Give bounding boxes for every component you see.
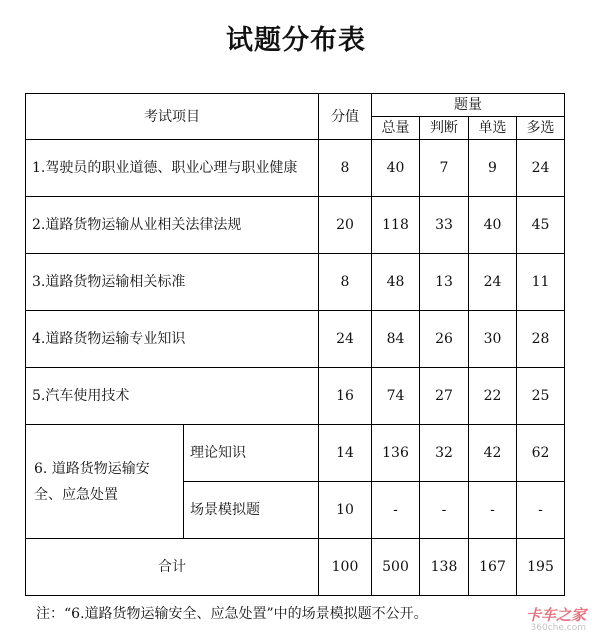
row-judge: 32 [420,425,469,482]
header-total: 总量 [372,117,420,140]
row-multi: 62 [517,425,565,482]
sub-subject: 场景模拟题 [184,482,319,539]
header-question-count: 题量 [372,94,565,117]
table-row [26,140,565,197]
header-subject: 考试项目 [26,94,319,140]
header-multi: 多选 [517,117,565,140]
row-multi: 11 [517,254,565,311]
footnote: 注：“6.道路货物运输安全、应急处置”中的场景模拟题不公开。 [36,606,428,622]
row-single: 9 [469,140,517,197]
row-multi: 24 [517,140,565,197]
row-single: 40 [469,197,517,254]
row-multi: 25 [517,368,565,425]
row-subject: 5.汽车使用技术 [26,368,319,425]
row-single: 22 [469,368,517,425]
row-judge: 26 [420,311,469,368]
row-subject: 1.驾驶员的职业道德、职业心理与职业健康 [26,140,319,197]
row-score: 10 [319,482,372,539]
table-row [26,368,565,425]
row-single: 24 [469,254,517,311]
row-subject: 4.道路货物运输专业知识 [26,311,319,368]
row-total: 40 [372,140,420,197]
row-single: 30 [469,311,517,368]
row-subject: 3.道路货物运输相关标准 [26,254,319,311]
sum-row [26,539,565,596]
row-judge: 13 [420,254,469,311]
row-total: 74 [372,368,420,425]
row-single: 42 [469,425,517,482]
sum-judge: 138 [420,539,469,596]
sum-label: 合计 [26,539,319,596]
row-judge: 27 [420,368,469,425]
row-score: 8 [319,254,372,311]
sub-subject: 理论知识 [184,425,319,482]
row-multi: - [517,482,565,539]
sum-total: 500 [372,539,420,596]
sum-score: 100 [319,539,372,596]
row-judge: - [420,482,469,539]
row-total: - [372,482,420,539]
row-judge: 7 [420,140,469,197]
watermark-url: 360che.com [530,623,586,633]
row-total: 136 [372,425,420,482]
header-single: 单选 [469,117,517,140]
table-row [26,425,565,482]
row-score: 24 [319,311,372,368]
watermark-logo [526,607,586,633]
sum-single: 167 [469,539,517,596]
row-total: 118 [372,197,420,254]
row-subject: 2.道路货物运输从业相关法律法规 [26,197,319,254]
row-score: 8 [319,140,372,197]
question-distribution-table [25,93,565,596]
row-score: 20 [319,197,372,254]
row-single: - [469,482,517,539]
header-score: 分值 [319,94,372,140]
page-title: 试题分布表 [226,25,366,56]
row-multi: 28 [517,311,565,368]
sum-multi: 195 [517,539,565,596]
header-judge: 判断 [420,117,469,140]
row-judge: 33 [420,197,469,254]
section6-subject: 6. 道路货物运输安全、应急处置 [26,425,184,539]
table-row [26,197,565,254]
row-score: 16 [319,368,372,425]
row-total: 48 [372,254,420,311]
watermark-text: 卡车之家 [525,606,586,624]
row-score: 14 [319,425,372,482]
row-multi: 45 [517,197,565,254]
table-row [26,311,565,368]
table-row [26,254,565,311]
row-total: 84 [372,311,420,368]
